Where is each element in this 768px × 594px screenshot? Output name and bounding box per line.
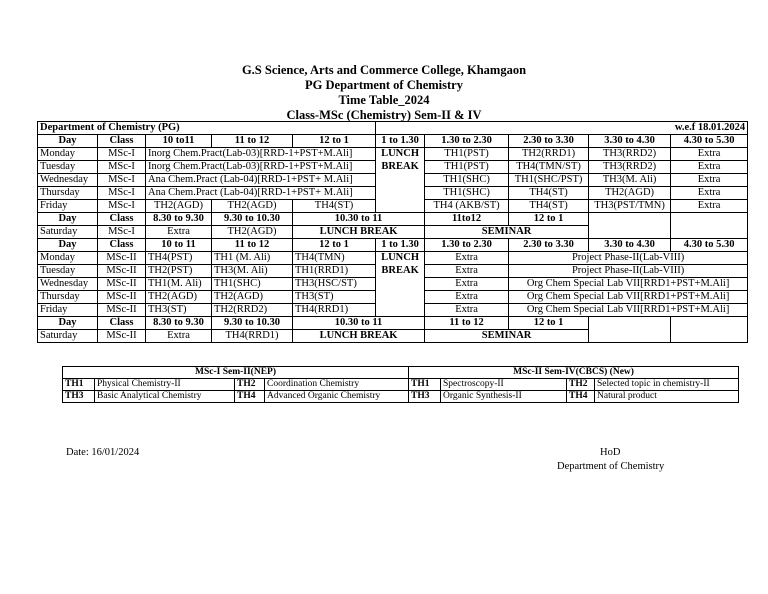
- period-cell: TH1(RRD1): [293, 265, 376, 278]
- col-header: 2.30 to 3.30: [509, 135, 589, 148]
- lunch-label: LUNCH: [376, 148, 425, 161]
- lab-cell: Project Phase-II(Lab-VIII): [509, 265, 748, 278]
- period-cell: Extra: [671, 161, 748, 174]
- col-header: Day: [38, 135, 98, 148]
- legend-row: [63, 391, 739, 403]
- seminar-cell: SEMINAR: [425, 330, 589, 343]
- empty-cell: [671, 330, 748, 343]
- day-cell: Thursday: [38, 187, 98, 200]
- legend-row: [63, 379, 739, 391]
- class-cell: MSc-II: [98, 304, 146, 317]
- col-header: Class: [98, 317, 146, 330]
- legend-key: TH1: [409, 379, 441, 391]
- col-header: 12 to 1: [509, 213, 589, 226]
- col-header: 1 to 1.30: [376, 239, 425, 252]
- day-cell: Saturday: [38, 226, 98, 239]
- period-cell: TH4 (AKB/ST): [425, 200, 509, 213]
- day-cell: Wednesday: [38, 278, 98, 291]
- col-header: 9.30 to 10.30: [212, 317, 293, 330]
- legend-key: TH2: [235, 379, 265, 391]
- period-cell: Extra: [671, 174, 748, 187]
- lunch-gap: [376, 304, 425, 317]
- class-cell: MSc-I: [98, 148, 146, 161]
- period-cell: TH4(ST): [509, 187, 589, 200]
- col-header: 11 to 12: [212, 135, 293, 148]
- col-header: 11 to 12: [425, 317, 509, 330]
- period-cell: Extra: [671, 200, 748, 213]
- lab-cell: Org Chem Special Lab VII[RRD1+PST+M.Ali]: [509, 278, 748, 291]
- empty-cell: [589, 213, 671, 226]
- practical-cell: Inorg Chem.Pract(Lab-03)[RRD-1+PST+M.Ali]: [146, 148, 376, 161]
- table-row: [38, 330, 748, 343]
- date-text: Date: 16/01/2024: [66, 447, 140, 458]
- period-cell: TH3(ST): [146, 304, 212, 317]
- period-cell: TH3(RRD2): [589, 148, 671, 161]
- period-cell: TH3(ST): [293, 291, 376, 304]
- lunch-gap: [376, 278, 425, 291]
- practical-cell: Inorg Chem.Pract(Lab-03)[RRD-1+PST+M.Ali]: [146, 161, 376, 174]
- header-row-1: [38, 135, 748, 148]
- legend-key: TH4: [235, 391, 265, 403]
- day-cell: Saturday: [38, 330, 98, 343]
- period-cell: TH4(PST): [146, 252, 212, 265]
- empty-cell: [671, 317, 748, 330]
- class-cell: MSc-I: [98, 174, 146, 187]
- legend-value: Advanced Organic Chemistry: [265, 391, 409, 403]
- header-row-2: [38, 239, 748, 252]
- day-cell: Monday: [38, 148, 98, 161]
- day-cell: Friday: [38, 304, 98, 317]
- day-cell: Thursday: [38, 291, 98, 304]
- class-cell: MSc-II: [98, 291, 146, 304]
- lunch-gap: [376, 291, 425, 304]
- class-cell: MSc-I: [98, 161, 146, 174]
- empty-cell: [589, 317, 671, 330]
- period-cell: TH4(RRD1): [212, 330, 293, 343]
- period-cell: Extra: [671, 148, 748, 161]
- hod-department: Department of Chemistry: [557, 461, 665, 472]
- legend-title-left: MSc-I Sem-II(NEP): [63, 367, 409, 379]
- period-cell: TH2(AGD): [146, 200, 212, 213]
- period-cell: Extra: [425, 304, 509, 317]
- legend-key: TH1: [63, 379, 95, 391]
- period-cell: TH2(AGD): [212, 200, 293, 213]
- col-header: Class: [98, 239, 146, 252]
- period-cell: TH1 (M. Ali): [212, 252, 293, 265]
- class-cell: MSc-II: [98, 330, 146, 343]
- period-cell: TH4(TMN/ST): [509, 161, 589, 174]
- day-cell: Wednesday: [38, 174, 98, 187]
- col-header: 12 to 1: [293, 135, 376, 148]
- class-cell: MSc-II: [98, 252, 146, 265]
- department-name: PG Department of Chemistry: [305, 78, 463, 92]
- period-cell: TH1(PST): [425, 148, 509, 161]
- col-header: 1.30 to 2.30: [425, 239, 509, 252]
- period-cell: TH3(M. Ali): [212, 265, 293, 278]
- hod-title: HoD: [600, 447, 621, 458]
- legend-value: Spectroscopy-II: [441, 379, 567, 391]
- col-header: 10 to 11: [146, 239, 212, 252]
- subject-legend: [62, 366, 739, 403]
- period-cell: Extra: [146, 330, 212, 343]
- lab-cell: Org Chem Special Lab VII[RRD1+PST+M.Ali]: [509, 304, 748, 317]
- table-row: [38, 278, 748, 291]
- col-header: 2.30 to 3.30: [509, 239, 589, 252]
- col-header: 3.30 to 4.30: [589, 239, 671, 252]
- legend-value: Coordination Chemistry: [265, 379, 409, 391]
- table-row: [38, 200, 748, 213]
- dept-row: [38, 122, 748, 135]
- col-header: 10.30 to 11: [293, 213, 425, 226]
- saturday-header-row: [38, 213, 748, 226]
- col-header: 10.30 to 11: [293, 317, 425, 330]
- col-header: 12 to 1: [509, 317, 589, 330]
- dept-label: Department of Chemistry (PG): [38, 122, 376, 135]
- saturday-header-row: [38, 317, 748, 330]
- period-cell: Extra: [425, 291, 509, 304]
- period-cell: Extra: [425, 252, 509, 265]
- legend-key: TH3: [409, 391, 441, 403]
- legend-value: Selected topic in chemistry-II: [595, 379, 739, 391]
- col-header: 8.30 to 9.30: [146, 213, 212, 226]
- practical-cell: Ana Chem.Pract (Lab-04)[RRD-1+PST+ M.Ali]: [146, 174, 376, 187]
- col-header: 1.30 to 2.30: [425, 135, 509, 148]
- period-cell: TH2(PST): [146, 265, 212, 278]
- period-cell: Extra: [146, 226, 212, 239]
- period-cell: TH4(TMN): [293, 252, 376, 265]
- period-cell: Extra: [425, 265, 509, 278]
- col-header: Class: [98, 213, 146, 226]
- lunch-break-cell: LUNCH BREAK: [293, 226, 425, 239]
- col-header: 3.30 to 4.30: [589, 135, 671, 148]
- col-header: 4.30 to 5.30: [671, 239, 748, 252]
- period-cell: TH4(RRD1): [293, 304, 376, 317]
- lunch-break-cell: LUNCH BREAK: [293, 330, 425, 343]
- table-row: [38, 187, 748, 200]
- college-name: G.S Science, Arts and Commerce College, Khamgaon: [241, 63, 527, 77]
- period-cell: TH3(RRD2): [589, 161, 671, 174]
- empty-cell: [589, 330, 671, 343]
- class-cell: MSc-I: [98, 226, 146, 239]
- period-cell: TH3(M. Ali): [589, 174, 671, 187]
- col-header: 11to12: [425, 213, 509, 226]
- lab-cell: Org Chem Special Lab VII[RRD1+PST+M.Ali]: [509, 291, 748, 304]
- legend-value: Natural product: [595, 391, 739, 403]
- wef-date: w.e.f 18.01.2024: [376, 122, 748, 135]
- table-row: [38, 148, 748, 161]
- table-row: [38, 252, 748, 265]
- legend-title-right: MSc-II Sem-IV(CBCS) (New): [409, 367, 739, 379]
- break-label: BREAK: [376, 161, 425, 174]
- break-label: BREAK: [376, 265, 425, 278]
- table-row: [38, 226, 748, 239]
- col-header: Day: [38, 317, 98, 330]
- col-header: Class: [98, 135, 146, 148]
- class-cell: MSc-II: [98, 278, 146, 291]
- col-header: 8.30 to 9.30: [146, 317, 212, 330]
- col-header: Day: [38, 239, 98, 252]
- empty-cell: [671, 213, 748, 226]
- table-row: [38, 265, 748, 278]
- legend-value: Physical Chemistry-II: [95, 379, 235, 391]
- period-cell: TH2(RRD1): [509, 148, 589, 161]
- empty-cell: [589, 226, 671, 239]
- period-cell: TH1(SHC): [425, 174, 509, 187]
- period-cell: TH4(ST): [293, 200, 376, 213]
- practical-cell: Ana Chem.Pract (Lab-04)[RRD-1+PST+ M.Ali]: [146, 187, 376, 200]
- period-cell: TH1(M. Ali): [146, 278, 212, 291]
- col-header: Day: [38, 213, 98, 226]
- day-cell: Tuesday: [38, 161, 98, 174]
- table-row: [38, 291, 748, 304]
- col-header: 10 to11: [146, 135, 212, 148]
- col-header: 9.30 to 10.30: [212, 213, 293, 226]
- legend-value: Basic Analytical Chemistry: [95, 391, 235, 403]
- period-cell: TH3(PST/TMN): [589, 200, 671, 213]
- day-cell: Monday: [38, 252, 98, 265]
- period-cell: TH1(SHC): [425, 187, 509, 200]
- period-cell: TH1(PST): [425, 161, 509, 174]
- col-header: 1 to 1.30: [376, 135, 425, 148]
- period-cell: Extra: [425, 278, 509, 291]
- lunch-gap: [376, 174, 425, 187]
- lunch-gap: [376, 200, 425, 213]
- period-cell: TH2(AGD): [212, 226, 293, 239]
- table-row: [38, 174, 748, 187]
- period-cell: Extra: [671, 187, 748, 200]
- legend-key: TH2: [567, 379, 595, 391]
- lunch-gap: [376, 187, 425, 200]
- col-header: 11 to 12: [212, 239, 293, 252]
- period-cell: TH2(AGD): [212, 291, 293, 304]
- seminar-cell: SEMINAR: [425, 226, 589, 239]
- class-cell: MSc-I: [98, 187, 146, 200]
- period-cell: TH1(SHC): [212, 278, 293, 291]
- lunch-label: LUNCH: [376, 252, 425, 265]
- legend-key: TH3: [63, 391, 95, 403]
- empty-cell: [671, 226, 748, 239]
- day-cell: Friday: [38, 200, 98, 213]
- legend-value: Organic Synthesis-II: [441, 391, 567, 403]
- table-row: [38, 161, 748, 174]
- period-cell: TH1(SHC/PST): [509, 174, 589, 187]
- class-cell: MSc-II: [98, 265, 146, 278]
- class-title: Class-MSc (Chemistry) Sem-II & IV: [286, 108, 482, 122]
- period-cell: TH2(AGD): [146, 291, 212, 304]
- timetable-title: Time Table_2024: [338, 93, 430, 107]
- legend-key: TH4: [567, 391, 595, 403]
- day-cell: Tuesday: [38, 265, 98, 278]
- table-row: [38, 304, 748, 317]
- period-cell: TH2(AGD): [589, 187, 671, 200]
- period-cell: TH3(HSC/ST): [293, 278, 376, 291]
- col-header: 4.30 to 5.30: [671, 135, 748, 148]
- class-cell: MSc-I: [98, 200, 146, 213]
- period-cell: TH4(ST): [509, 200, 589, 213]
- lab-cell: Project Phase-II(Lab-VIII): [509, 252, 748, 265]
- period-cell: TH2(RRD2): [212, 304, 293, 317]
- timetable: [37, 121, 748, 343]
- legend-title-row: [63, 367, 739, 379]
- col-header: 12 to 1: [293, 239, 376, 252]
